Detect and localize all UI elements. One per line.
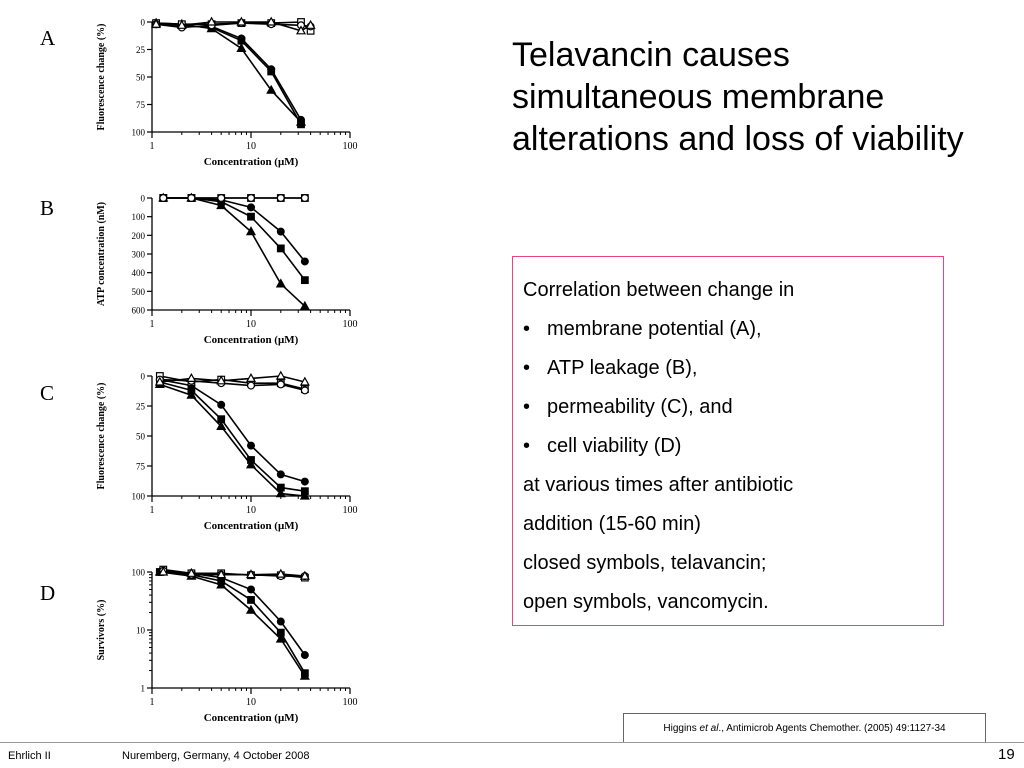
y-tick-label: 0	[140, 371, 145, 382]
data-point-circle	[248, 382, 255, 389]
description-line: closed symbols, telavancin;	[523, 552, 767, 574]
description-intro: Correlation between change in	[523, 279, 795, 301]
y-tick-label: 75	[136, 100, 145, 110]
data-point-triangle	[187, 374, 195, 381]
data-point-circle	[218, 401, 225, 408]
x-tick-label: 10	[246, 697, 256, 708]
data-point-circle	[268, 66, 275, 73]
footer-center: Nuremberg, Germany, 4 October 2008	[122, 750, 310, 762]
y-tick-label: 100	[131, 127, 145, 138]
x-tick-label: 10	[246, 141, 256, 152]
data-point-circle	[301, 387, 308, 394]
data-point-square	[248, 213, 255, 220]
x-tick-label: 1	[149, 505, 155, 516]
data-point-triangle	[277, 372, 285, 379]
data-series	[153, 21, 305, 128]
data-series	[157, 569, 309, 677]
description-line: open symbols, vancomycin.	[523, 591, 769, 613]
y-tick-label: 200	[131, 230, 145, 241]
data-point-square	[278, 245, 285, 252]
data-point-triangle	[237, 44, 245, 51]
y-tick-label: 25	[136, 401, 145, 412]
y-tick-label: 0	[140, 193, 145, 204]
data-point-circle	[218, 195, 225, 202]
footer-left: Ehrlich II	[8, 750, 51, 762]
citation-rest: ., Antimicrob Agents Chemother. (2005) 49:1127-34	[718, 722, 946, 734]
slide-title: Telavancin causes simultaneous membrane alterations and loss of viability	[512, 36, 964, 158]
data-series	[153, 21, 305, 124]
data-point-square	[248, 597, 255, 604]
chart-d-cell-viability	[90, 560, 370, 730]
x-tick-label: 1	[149, 697, 155, 708]
bullet-text: permeability (C), and	[547, 396, 733, 418]
series-line	[156, 24, 301, 120]
x-tick-label: 10	[246, 505, 256, 516]
data-point-square	[302, 277, 309, 284]
data-series	[152, 18, 315, 34]
data-point-circle	[248, 586, 255, 593]
data-point-circle	[188, 195, 195, 202]
data-point-circle	[277, 228, 284, 235]
data-point-circle	[301, 195, 308, 202]
y-tick-label: 1	[140, 683, 145, 694]
y-tick-label: 500	[131, 286, 145, 297]
citation-authors: Higgins	[663, 722, 697, 734]
y-tick-label: 25	[136, 45, 145, 55]
y-axis-label: Fluorescence change (%)	[96, 23, 107, 131]
y-tick-label: 0	[140, 17, 145, 28]
data-point-circle	[301, 478, 308, 485]
series-line	[160, 384, 305, 496]
x-axis-label: Concentration (μM)	[203, 334, 299, 346]
x-tick-label: 10	[246, 319, 256, 330]
x-tick-label: 1	[149, 141, 155, 152]
series-line	[156, 23, 301, 122]
data-point-circle	[277, 471, 284, 478]
y-tick-label: 75	[136, 461, 145, 472]
bullet-text: cell viability (D)	[547, 435, 682, 457]
data-point-circle	[301, 258, 308, 265]
data-series	[156, 380, 309, 499]
y-axis-label: Fluorescence change (%)	[96, 382, 107, 490]
panel-letter-a: A	[40, 26, 56, 50]
y-tick-label: 400	[131, 268, 145, 279]
data-point-circle	[277, 381, 284, 388]
y-tick-label: 100	[131, 491, 145, 502]
data-point-circle	[160, 195, 167, 202]
chart-b-atp-leakage	[90, 186, 370, 351]
y-tick-label: 100	[131, 567, 145, 578]
y-tick-label: 100	[131, 212, 145, 223]
x-tick-label: 1	[149, 319, 155, 330]
data-point-circle	[277, 195, 284, 202]
x-tick-label: 100	[342, 141, 358, 152]
data-point-circle	[248, 204, 255, 211]
chart-c-permeability	[90, 366, 370, 531]
y-tick-label: 600	[131, 305, 145, 316]
data-point-circle	[301, 652, 308, 659]
footer-divider	[0, 742, 1024, 743]
bullet-text: ATP leakage (B),	[547, 357, 698, 379]
series-line	[160, 380, 305, 482]
data-point-circle	[238, 35, 245, 42]
description-line: at various times after antibiotic	[523, 474, 794, 496]
data-series	[160, 195, 308, 202]
bullet-item: • ATP leakage (B),	[523, 357, 698, 379]
data-series	[156, 376, 308, 485]
panel-letter-d: D	[40, 581, 56, 605]
citation-box	[623, 713, 986, 743]
data-series	[156, 568, 309, 679]
data-series	[159, 194, 309, 309]
chart-a-membrane-potential	[90, 12, 370, 177]
page-number: 19	[998, 746, 1015, 763]
y-axis-label: ATP concentration (nM)	[96, 201, 107, 307]
x-tick-label: 100	[342, 697, 358, 708]
y-tick-label: 300	[131, 249, 145, 260]
x-axis-label: Concentration (μM)	[203, 712, 299, 724]
bullet-item: • cell viability (D)	[523, 435, 682, 457]
panel-letter-c: C	[40, 381, 55, 405]
data-series	[157, 379, 309, 495]
citation-etal: et al	[699, 722, 719, 734]
series-line	[163, 198, 305, 280]
bullet-item: • permeability (C), and	[523, 396, 733, 418]
x-tick-label: 100	[342, 505, 358, 516]
data-point-circle	[248, 442, 255, 449]
y-tick-label: 10	[136, 625, 145, 636]
data-point-triangle	[277, 280, 285, 287]
data-point-circle	[248, 195, 255, 202]
y-tick-label: 50	[136, 72, 145, 83]
panel-letter-b: B	[40, 196, 55, 220]
x-axis-label: Concentration (μM)	[203, 520, 299, 532]
bullet-item: • membrane potential (A),	[523, 318, 762, 340]
y-tick-label: 50	[136, 431, 145, 442]
bullet-text: membrane potential (A),	[547, 318, 762, 340]
x-axis-label: Concentration (μM)	[203, 156, 299, 168]
data-point-circle	[277, 618, 284, 625]
description-box	[512, 256, 944, 626]
description-line: addition (15-60 min)	[523, 513, 701, 535]
y-axis-label: Survivors (%)	[96, 599, 107, 661]
x-tick-label: 100	[342, 319, 358, 330]
